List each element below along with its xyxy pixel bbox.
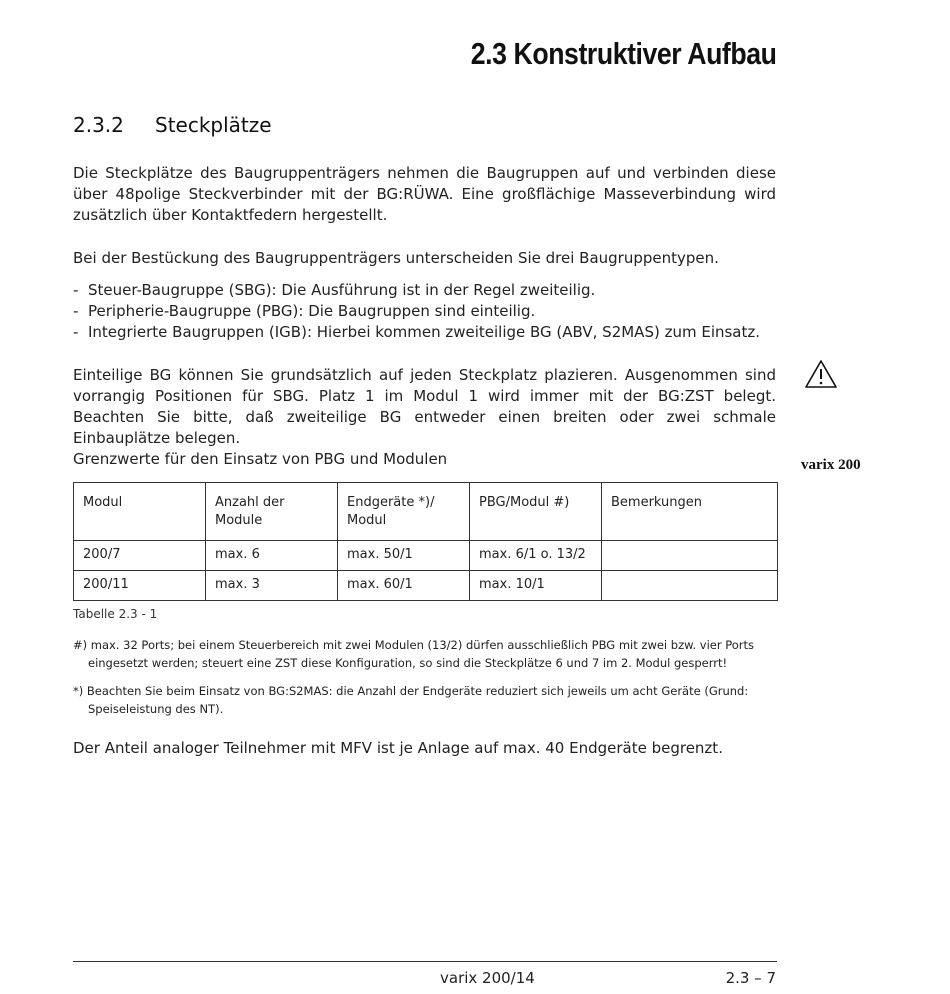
chapter-title: 2.3 Konstruktiver Aufbau [470,36,776,71]
footer-document-title: varix 200/14 [440,969,535,987]
table-cell: max. 3 [206,571,338,601]
placement-paragraph: Einteilige BG können Sie grundsätzlich auf jeden Steckplatz plazieren. Ausgenommen sind vorrangig Positionen für SBG. Platz 1 im Modul 1 wird immer mit der BG:ZST belegt. Beachten Sie bitte, daß zweiteilige BG entweder einen breiten oder zwei schmale Einbauplätze belegen. [73,366,776,447]
column-header: PBG/Modul #) [470,483,602,541]
margin-label: varix 200 [801,457,861,473]
table-cell: max. 10/1 [470,571,602,601]
table-cell: max. 6/1 o. 13/2 [470,541,602,571]
list-item: - Peripherie-Baugruppe (PBG): Die Baugruppen sind einteilig. [73,301,776,322]
footer-page-number: 2.3 – 7 [725,969,776,987]
table-cell: 200/7 [74,541,206,571]
table-cell [602,571,778,601]
table-cell: max. 50/1 [338,541,470,571]
table-header-row [74,483,778,541]
limits-table [73,482,778,601]
section-heading [73,113,272,137]
footnote-ports: #) max. 32 Ports; bei einem Steuerbereich mit zwei Modulen (13/2) dürfen ausschließlich PBG mit zwei bzw. vier Ports eingesetzt werden; steuert eine ZST diese Konfiguration, so sind die Steckplätze 6 und 7 im 2. Modul gesperrt! [73,638,755,670]
table-cell: max. 6 [206,541,338,571]
warning-triangle-icon [804,359,838,389]
table-caption: Grenzwerte für den Einsatz von PBG und Modulen [73,450,448,468]
types-intro-paragraph: Bei der Bestückung des Baugruppenträgers unterscheiden Sie drei Baugruppentypen. [73,249,719,267]
table-cell: max. 60/1 [338,571,470,601]
module-type-list [73,280,776,343]
list-item: - Integrierte Baugruppen (IGB): Hierbei kommen zweiteilige BG (ABV, S2MAS) zum Einsatz. [73,322,776,343]
footnote-terminals: *) Beachten Sie beim Einsatz von BG:S2MAS: die Anzahl der Endgeräte reduziert sich jeweils um acht Geräte (Grund: Speiseleistung des NT). [73,684,749,716]
section-title: Steckplätze [155,113,272,137]
column-header: Anzahl der Module [206,483,338,541]
intro-paragraph: Die Steckplätze des Baugruppenträgers nehmen die Baugruppen auf und verbinden diese über 48polige Steckverbinder mit der BG:RÜWA. Eine großflächige Masseverbindung wird zusätzlich über Kontaktfedern hergestellt. [73,164,776,224]
column-header: Bemerkungen [602,483,778,541]
column-header: Endgeräte *)/ Modul [338,483,470,541]
list-item: - Steuer-Baugruppe (SBG): Die Ausführung ist in der Regel zweiteilig. [73,280,776,301]
table-label: Tabelle 2.3 - 1 [73,607,158,621]
analog-limit-paragraph: Der Anteil analoger Teilnehmer mit MFV ist je Anlage auf max. 40 Endgeräte begrenzt. [73,739,723,757]
table-row [74,541,778,571]
table-cell: 200/11 [74,571,206,601]
table-row [74,571,778,601]
column-header: Modul [74,483,206,541]
table-cell [602,541,778,571]
section-number: 2.3.2 [73,113,124,137]
footer-divider [73,961,777,962]
